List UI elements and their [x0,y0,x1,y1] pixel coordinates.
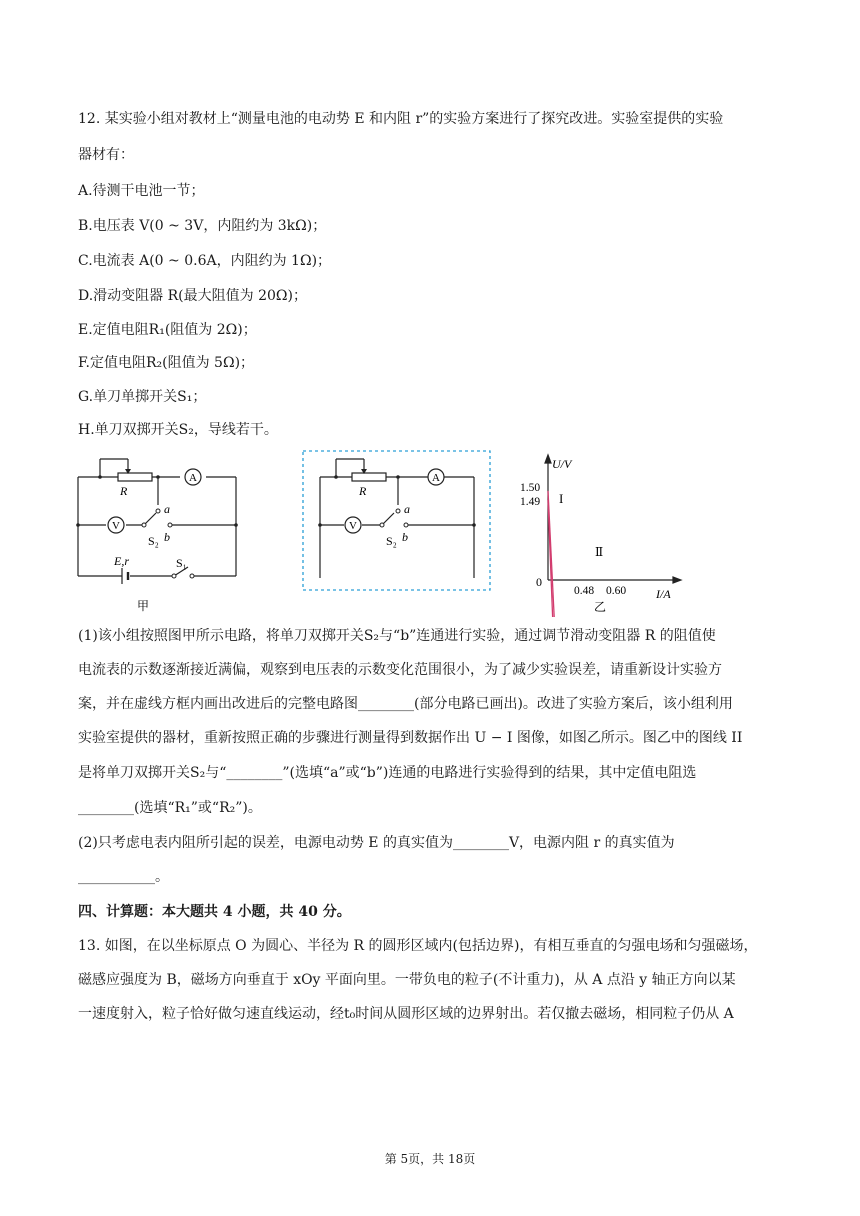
q12-line-1: 12. 某实验小组对教材上“测量电池的电动势 E 和内阻 r”的实验方案进行了探究改进。实验室提供的实验 [78,111,724,127]
switch-b-label: b [402,530,408,544]
circuit-diagram-jia [70,455,250,615]
x-axis-label: I/A [656,587,671,601]
figure-jia-caption: 甲 [136,599,150,613]
rheostat-label: R [359,484,367,498]
q12-line-2: 器材有： [78,147,134,163]
rheostat-label: R [120,484,128,498]
figure-yi-caption: 乙 [593,600,607,614]
switch-a-label: a [404,502,410,516]
item-b: B.电压表 V(0 ~ 3V，内阻约为 3kΩ)； [78,218,327,234]
item-e: E.定值电阻R₁(阻值为 2Ω)； [78,322,257,338]
ammeter-label: A [432,472,440,484]
s1-label: S₁ [176,556,187,570]
part1-line-4: 实验室提供的器材，重新按照正确的步骤进行测量得到数据作出 U − I 图像，如图乙所示。图乙中的图线 II [78,730,743,746]
dashed-design-box [302,450,492,592]
line-2-name: Ⅱ [595,545,604,559]
part2-line-2: ___________。 [78,869,169,885]
part1-line-5: 是将单刀双掷开关S₂与“________”(选填“a”或“b”)连通的电路进行实验得到的结果，其中定值电阻选 [78,765,697,781]
battery-label: E,r [114,554,129,568]
voltmeter-label: V [112,520,120,532]
origin-label: 0 [536,575,542,589]
q13-line-1: 13. 如图，在以坐标原点 O 为圆心、半径为 R 的圆形区域内(包括边界)，有相互垂直的匀强电场和匀强磁场， [78,938,758,954]
switch-b-label: b [164,530,170,544]
item-f: F.定值电阻R₂(阻值为 5Ω)； [78,355,255,371]
item-a: A.待测干电池一节； [78,183,205,199]
part1-line-1: (1)该小组按照图甲所示电路，将单刀双掷开关S₂与“b”连通进行实验，通过调节滑动变阻器 R 的阻值使 [78,628,716,644]
s2-label: S₂ [148,534,159,548]
switch-a-label: a [164,502,170,516]
y-tick-1-50: 1.50 [520,482,541,494]
y-axis-label: U/V [552,457,572,471]
u-i-graph-yi [518,452,688,617]
x-tick-0-48: 0.48 [574,585,595,597]
part1-line-2: 电流表的示数逐渐接近满偏，观察到电压表的示数变化范围很小，为了减少实验误差，请重新设计实验方 [78,662,722,678]
series-line-2 [548,491,618,617]
item-d: D.滑动变阻器 R(最大阻值为 20Ω)； [78,288,307,304]
y-tick-1-49: 1.49 [520,496,541,508]
x-tick-0-60: 0.60 [606,585,627,597]
part1-line-6: ________(选填“R₁”或“R₂”)。 [78,800,262,816]
voltmeter-label: V [349,520,357,532]
item-h: H.单刀双掷开关S₂，导线若干。 [78,422,278,438]
line-1-name: I [559,491,564,506]
ammeter-label: A [189,472,197,484]
q13-line-3: 一速度射入，粒子恰好做匀速直线运动，经t₀时间从圆形区域的边界射出。若仅撤去磁场，相同粒子仍从 A [78,1006,734,1022]
item-g: G.单刀单掷开关S₁； [78,389,207,405]
part2-line-1: (2)只考虑电表内阻所引起的误差，电源电动势 E 的真实值为________V，电源内阻 r 的真实值为 [78,835,675,851]
page-footer: 第 5页，共 18页 [384,1152,476,1166]
section-4-heading: 四、计算题：本大题共 4 小题，共 40 分。 [78,904,351,920]
s2-label: S₂ [386,534,397,548]
q13-line-2: 磁感应强度为 B，磁场方向垂直于 xOy 平面向里。一带负电的粒子(不计重力)，从 A 点沿 y 轴正方向以某 [78,972,736,988]
item-c: C.电流表 A(0 ~ 0.6A，内阻约为 1Ω)； [78,253,332,269]
part1-line-3: 案，并在虚线方框内画出改进后的完整电路图________(部分电路已画出)。改进了实验方案后，该小组利用 [78,696,733,712]
